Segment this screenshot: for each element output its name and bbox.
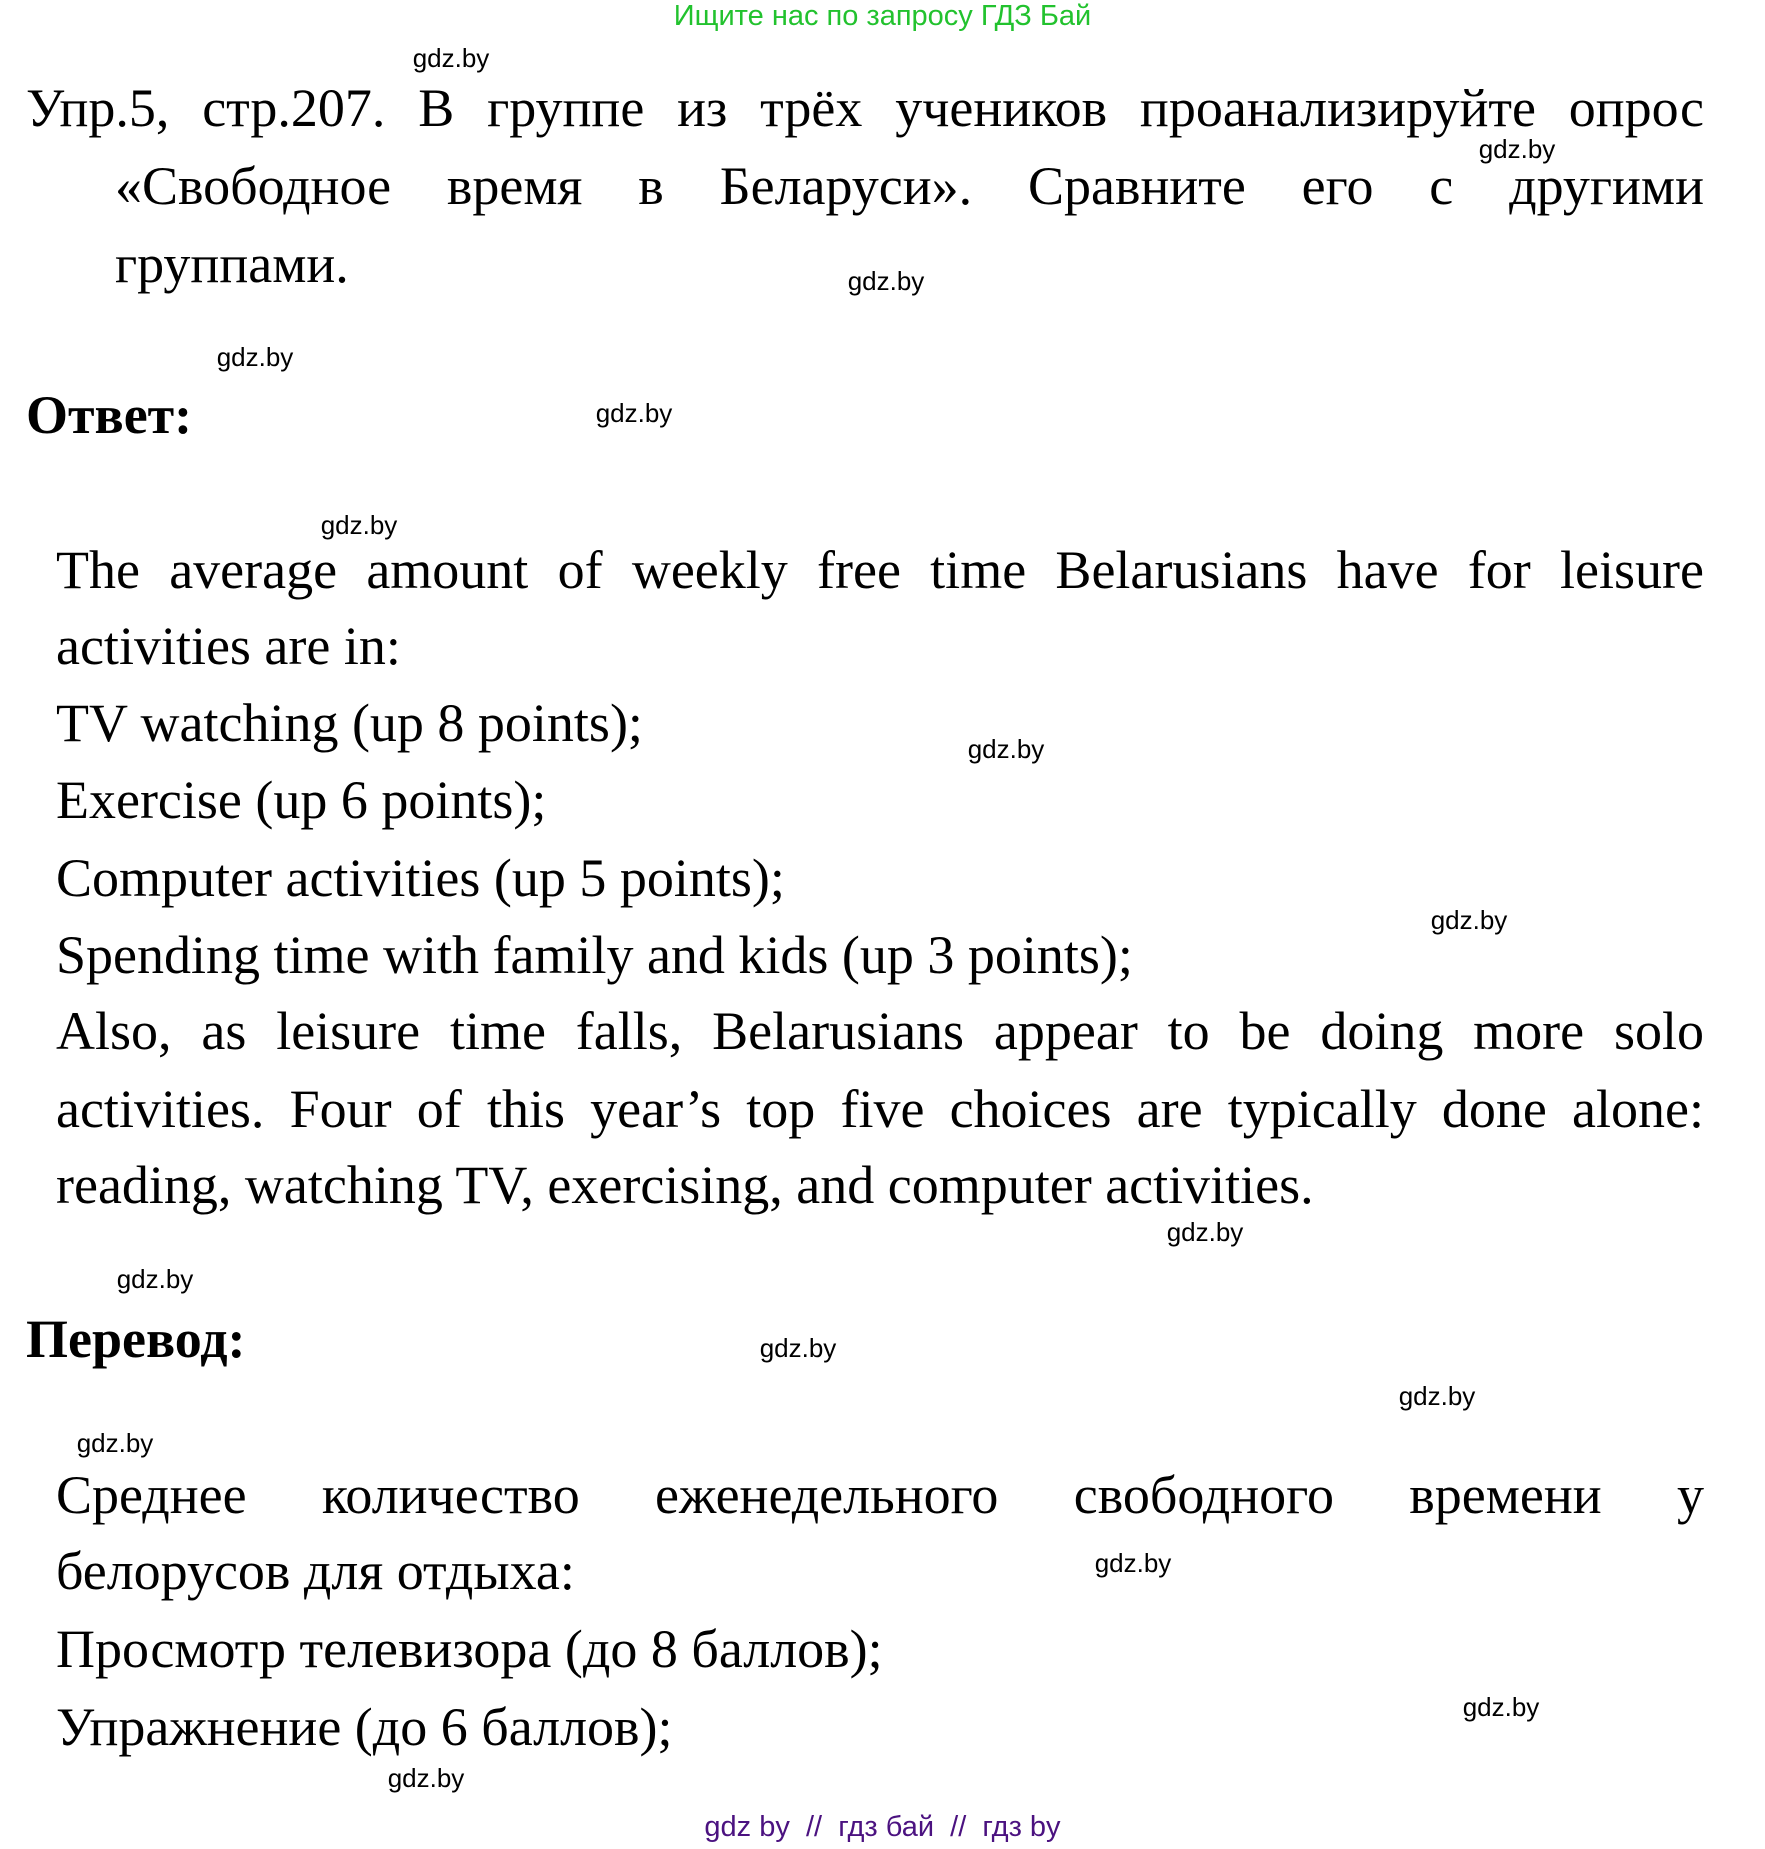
translation-line: Упражнение (до 6 баллов);	[56, 1697, 673, 1757]
answer-heading: Ответ:	[26, 385, 193, 445]
translation-heading: Перевод:	[26, 1309, 246, 1369]
watermark: gdz.by	[967, 734, 1045, 764]
task-line: группами.	[115, 234, 349, 294]
answer-line: The average amount of weekly free time Belarusians have for leisure	[56, 540, 1704, 600]
answer-line: activities. Four of this year’s top five choices are typically done alone:	[56, 1079, 1704, 1139]
answer-line: Exercise (up 6 points);	[56, 770, 547, 830]
task-line: «Свободное время в Беларуси». Сравните его с другими	[115, 156, 1704, 216]
watermark: gdz.by	[412, 43, 490, 73]
watermark: gdz.by	[1166, 1217, 1244, 1247]
answer-line: activities are in:	[56, 616, 401, 676]
translation-line: Среднее количество еженедельного свободного времени у	[56, 1465, 1704, 1525]
watermark: gdz.by	[759, 1333, 837, 1363]
task-line: Упр.5, стр.207. В группе из трёх учеников проанализируйте опрос	[26, 78, 1704, 138]
watermark: gdz.by	[116, 1264, 194, 1294]
watermark: gdz.by	[216, 342, 294, 372]
answer-line: Computer activities (up 5 points);	[56, 848, 785, 908]
answer-line: Also, as leisure time falls, Belarusians appear to be doing more solo	[56, 1001, 1704, 1061]
answer-line: reading, watching TV, exercising, and computer activities.	[56, 1155, 1314, 1215]
watermark: gdz.by	[1398, 1381, 1476, 1411]
translation-line: белорусов для отдыха:	[56, 1541, 575, 1601]
watermark: gdz.by	[1430, 905, 1508, 935]
answer-line: Spending time with family and kids (up 3 points);	[56, 925, 1133, 985]
watermark: gdz.by	[1094, 1548, 1172, 1578]
footer-links: gdz by // гдз бай // гдз by	[704, 1811, 1061, 1843]
watermark: gdz.by	[847, 266, 925, 296]
translation-line: Просмотр телевизора (до 8 баллов);	[56, 1619, 883, 1679]
watermark: gdz.by	[76, 1428, 154, 1458]
promo-header: Ищите нас по запросу ГДЗ Бай	[673, 0, 1092, 32]
watermark: gdz.by	[1478, 134, 1556, 164]
watermark: gdz.by	[320, 510, 398, 540]
watermark: gdz.by	[595, 398, 673, 428]
answer-line: TV watching (up 8 points);	[56, 693, 643, 753]
watermark: gdz.by	[1462, 1692, 1540, 1722]
watermark: gdz.by	[387, 1763, 465, 1793]
